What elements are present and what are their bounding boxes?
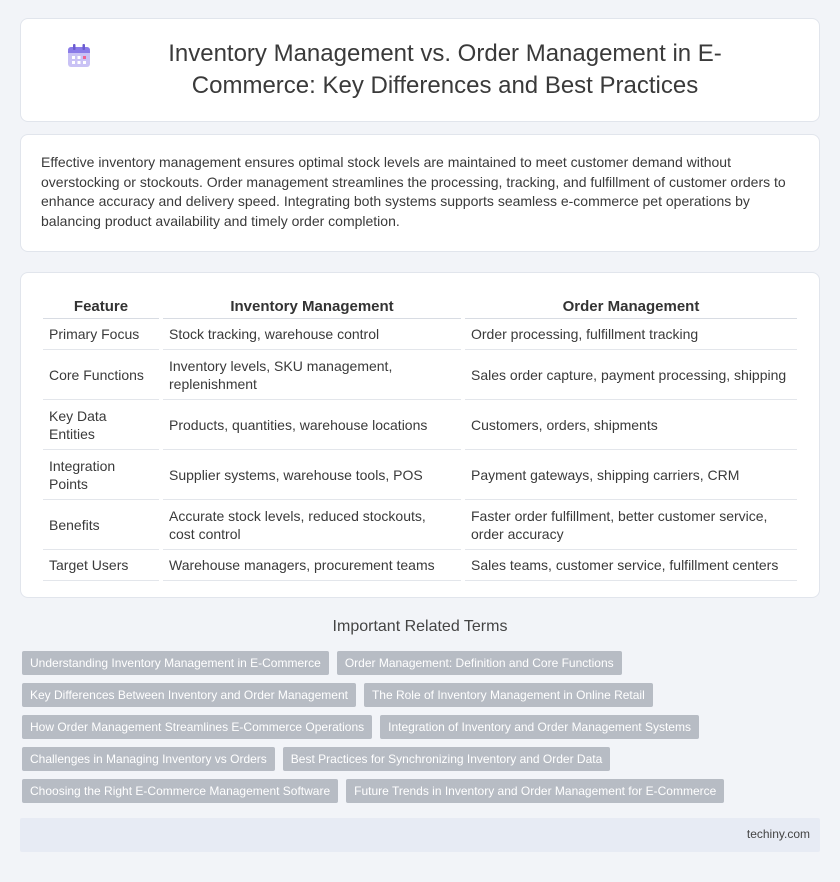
related-term-tag[interactable]: The Role of Inventory Management in Online Retail xyxy=(364,683,653,707)
table-cell: Payment gateways, shipping carriers, CRM xyxy=(465,450,797,500)
tag-row xyxy=(22,747,822,771)
table-cell: Sales teams, customer service, fulfillment centers xyxy=(465,550,797,581)
related-term-tag[interactable]: Key Differences Between Inventory and Order Management xyxy=(22,683,356,707)
related-terms-list xyxy=(22,651,822,811)
column-header: Feature xyxy=(43,295,159,319)
table-cell: Sales order capture, payment processing, shipping xyxy=(465,350,797,400)
tag-row xyxy=(22,715,822,739)
table-cell: Stock tracking, warehouse control xyxy=(163,319,461,350)
table-row xyxy=(43,400,797,450)
related-term-tag[interactable]: Understanding Inventory Management in E-Commerce xyxy=(22,651,329,675)
table-cell: Benefits xyxy=(43,500,159,550)
tag-row xyxy=(22,683,822,707)
tag-row xyxy=(22,651,822,675)
related-terms-title: Important Related Terms xyxy=(332,618,508,635)
page-title: Inventory Management vs. Order Management in E-Commerce: Key Differences and Best Practices xyxy=(168,40,722,99)
table-row xyxy=(43,550,797,581)
comparison-table-card xyxy=(20,272,820,598)
table-cell: Faster order fulfillment, better customer service, order accuracy xyxy=(465,500,797,550)
table-cell: Warehouse managers, procurement teams xyxy=(163,550,461,581)
table-cell: Accurate stock levels, reduced stockouts, cost control xyxy=(163,500,461,550)
related-term-tag[interactable]: Best Practices for Synchronizing Inventory and Order Data xyxy=(283,747,610,771)
table-row xyxy=(43,500,797,550)
table-cell: Core Functions xyxy=(43,350,159,400)
table-cell: Target Users xyxy=(43,550,159,581)
header-card xyxy=(20,18,820,122)
table-row xyxy=(43,450,797,500)
table-cell: Inventory levels, SKU management, replenishment xyxy=(163,350,461,400)
related-term-tag[interactable]: Order Management: Definition and Core Functions xyxy=(337,651,622,675)
related-term-tag[interactable]: Choosing the Right E-Commerce Management Software xyxy=(22,779,338,803)
related-term-tag[interactable]: Future Trends in Inventory and Order Management for E-Commerce xyxy=(346,779,724,803)
table-cell: Primary Focus xyxy=(43,319,159,350)
table-row xyxy=(43,319,797,350)
related-term-tag[interactable]: How Order Management Streamlines E-Commerce Operations xyxy=(22,715,372,739)
column-header: Inventory Management xyxy=(163,295,461,319)
site-link[interactable]: techiny.com xyxy=(746,827,810,841)
intro-text: Effective inventory management ensures optimal stock levels are maintained to meet customer demand without overstocking or stockouts. Order management streamlines the processing, tracking, and fulfillment of customer orders to enhance accuracy and delivery speed. Integrating both systems supports seamless e-commerce pet operations by balancing product availability and timely order completion. xyxy=(41,154,786,229)
intro-card xyxy=(20,134,820,252)
comparison-table xyxy=(39,295,801,581)
related-term-tag[interactable]: Challenges in Managing Inventory vs Orders xyxy=(22,747,275,771)
table-cell: Order processing, fulfillment tracking xyxy=(465,319,797,350)
footer xyxy=(20,818,820,852)
tag-row xyxy=(22,779,822,803)
related-term-tag[interactable]: Integration of Inventory and Order Management Systems xyxy=(380,715,699,739)
column-header: Order Management xyxy=(465,295,797,319)
table-cell: Customers, orders, shipments xyxy=(465,400,797,450)
table-row xyxy=(43,350,797,400)
table-cell: Key Data Entities xyxy=(43,400,159,450)
table-cell: Supplier systems, warehouse tools, POS xyxy=(163,450,461,500)
table-cell: Products, quantities, warehouse locations xyxy=(163,400,461,450)
table-cell: Integration Points xyxy=(43,450,159,500)
calendar-icon xyxy=(65,42,93,70)
table-header-row xyxy=(43,295,797,319)
